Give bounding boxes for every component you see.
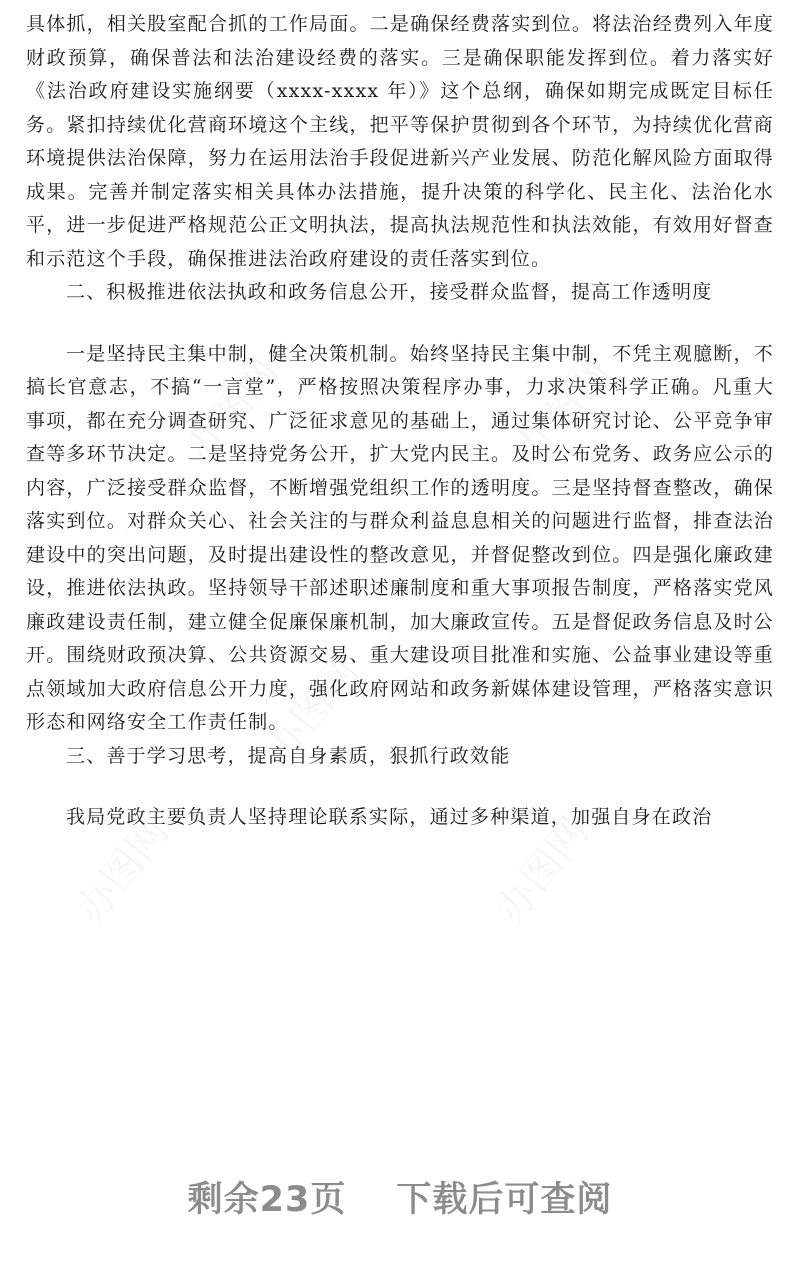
download-prompt[interactable] [0,1172,800,1222]
document-body [26,0,774,835]
section-heading: 三、善于学习思考，提高自身素质，狠抓行政效能 [66,744,511,767]
download-action-label[interactable]: 下载后可查阅 [396,1180,613,1220]
body-paragraph: 我局党政主要负责人坚持理论联系实际，通过多种渠道，加强自身在政治 [66,806,713,828]
body-paragraph: 一是坚持民主集中制，健全决策机制。始终坚持民主集中制，不凭主观臆断，不搞长官意志，不搞“一言堂”，严格按照决策程序办事，力求决策科学正确。凡重大事项，都在充分调查研究、广泛征求意见的基础上，通过集体研究讨论、公平竞争审查等多环节决定。二是坚持党务公开，扩大党内民主。及时公布党务、政务应公示的内容，广泛接受群众监督，不断增强党组织工作的透明度。三是坚持督查整改，确保落实到位。对群众关心、社会关注的与群众利益息息相关的问题进行监督，排查法治建设中的突出问题，及时提出建设性的整改意见，并督促整改到位。四是强化廉政建设，推进依法执政。坚持领导干部述职述廉制度和重大事项报告制度，严格落实党风廉政建设责任制，建立健全促廉保廉机制，加大廉政宣传。五是督促政务信息及时公开。围绕财政预决算、公共资源交易、重大建设项目批准和实施、公益事业建设等重点领域加大政府信息公开力度，强化政府网站和政务新媒体建设管理，严格落实意识形态和网络安全工作责任制。 [26,342,774,733]
remaining-pages-label: 剩余23页 [187,1180,347,1220]
section-heading: 二、积极推进依法执政和政务信息公开，接受群众监督，提高工作透明度 [66,281,713,303]
body-paragraph: 具体抓，相关股室配合抓的工作局面。二是确保经费落实到位。将法治经费列入年度财政预算，确保普法和法治建设经费的落实。三是确保职能发挥到位。着力落实好《法治政府建设实施纲要（xxxx-xxxx 年）》这个总纲，确保如期完成既定目标任务。紧扣持续优化营商环境这个主线，把平等保护贯彻到各个环节，为持续优化营商环境提供法治保障，努力在运用法治手段促进新兴产业发展、防范化解风险方面取得成果。完善并制定落实相关具体办法措施，提升决策的科学化、民主化、法治化水平，进一步促进严格规范公正文明执法，提高执法规范性和执法效能，有效用好督查和示范这个手段，确保推进法治政府建设的责任落实到位。 [26,13,774,270]
